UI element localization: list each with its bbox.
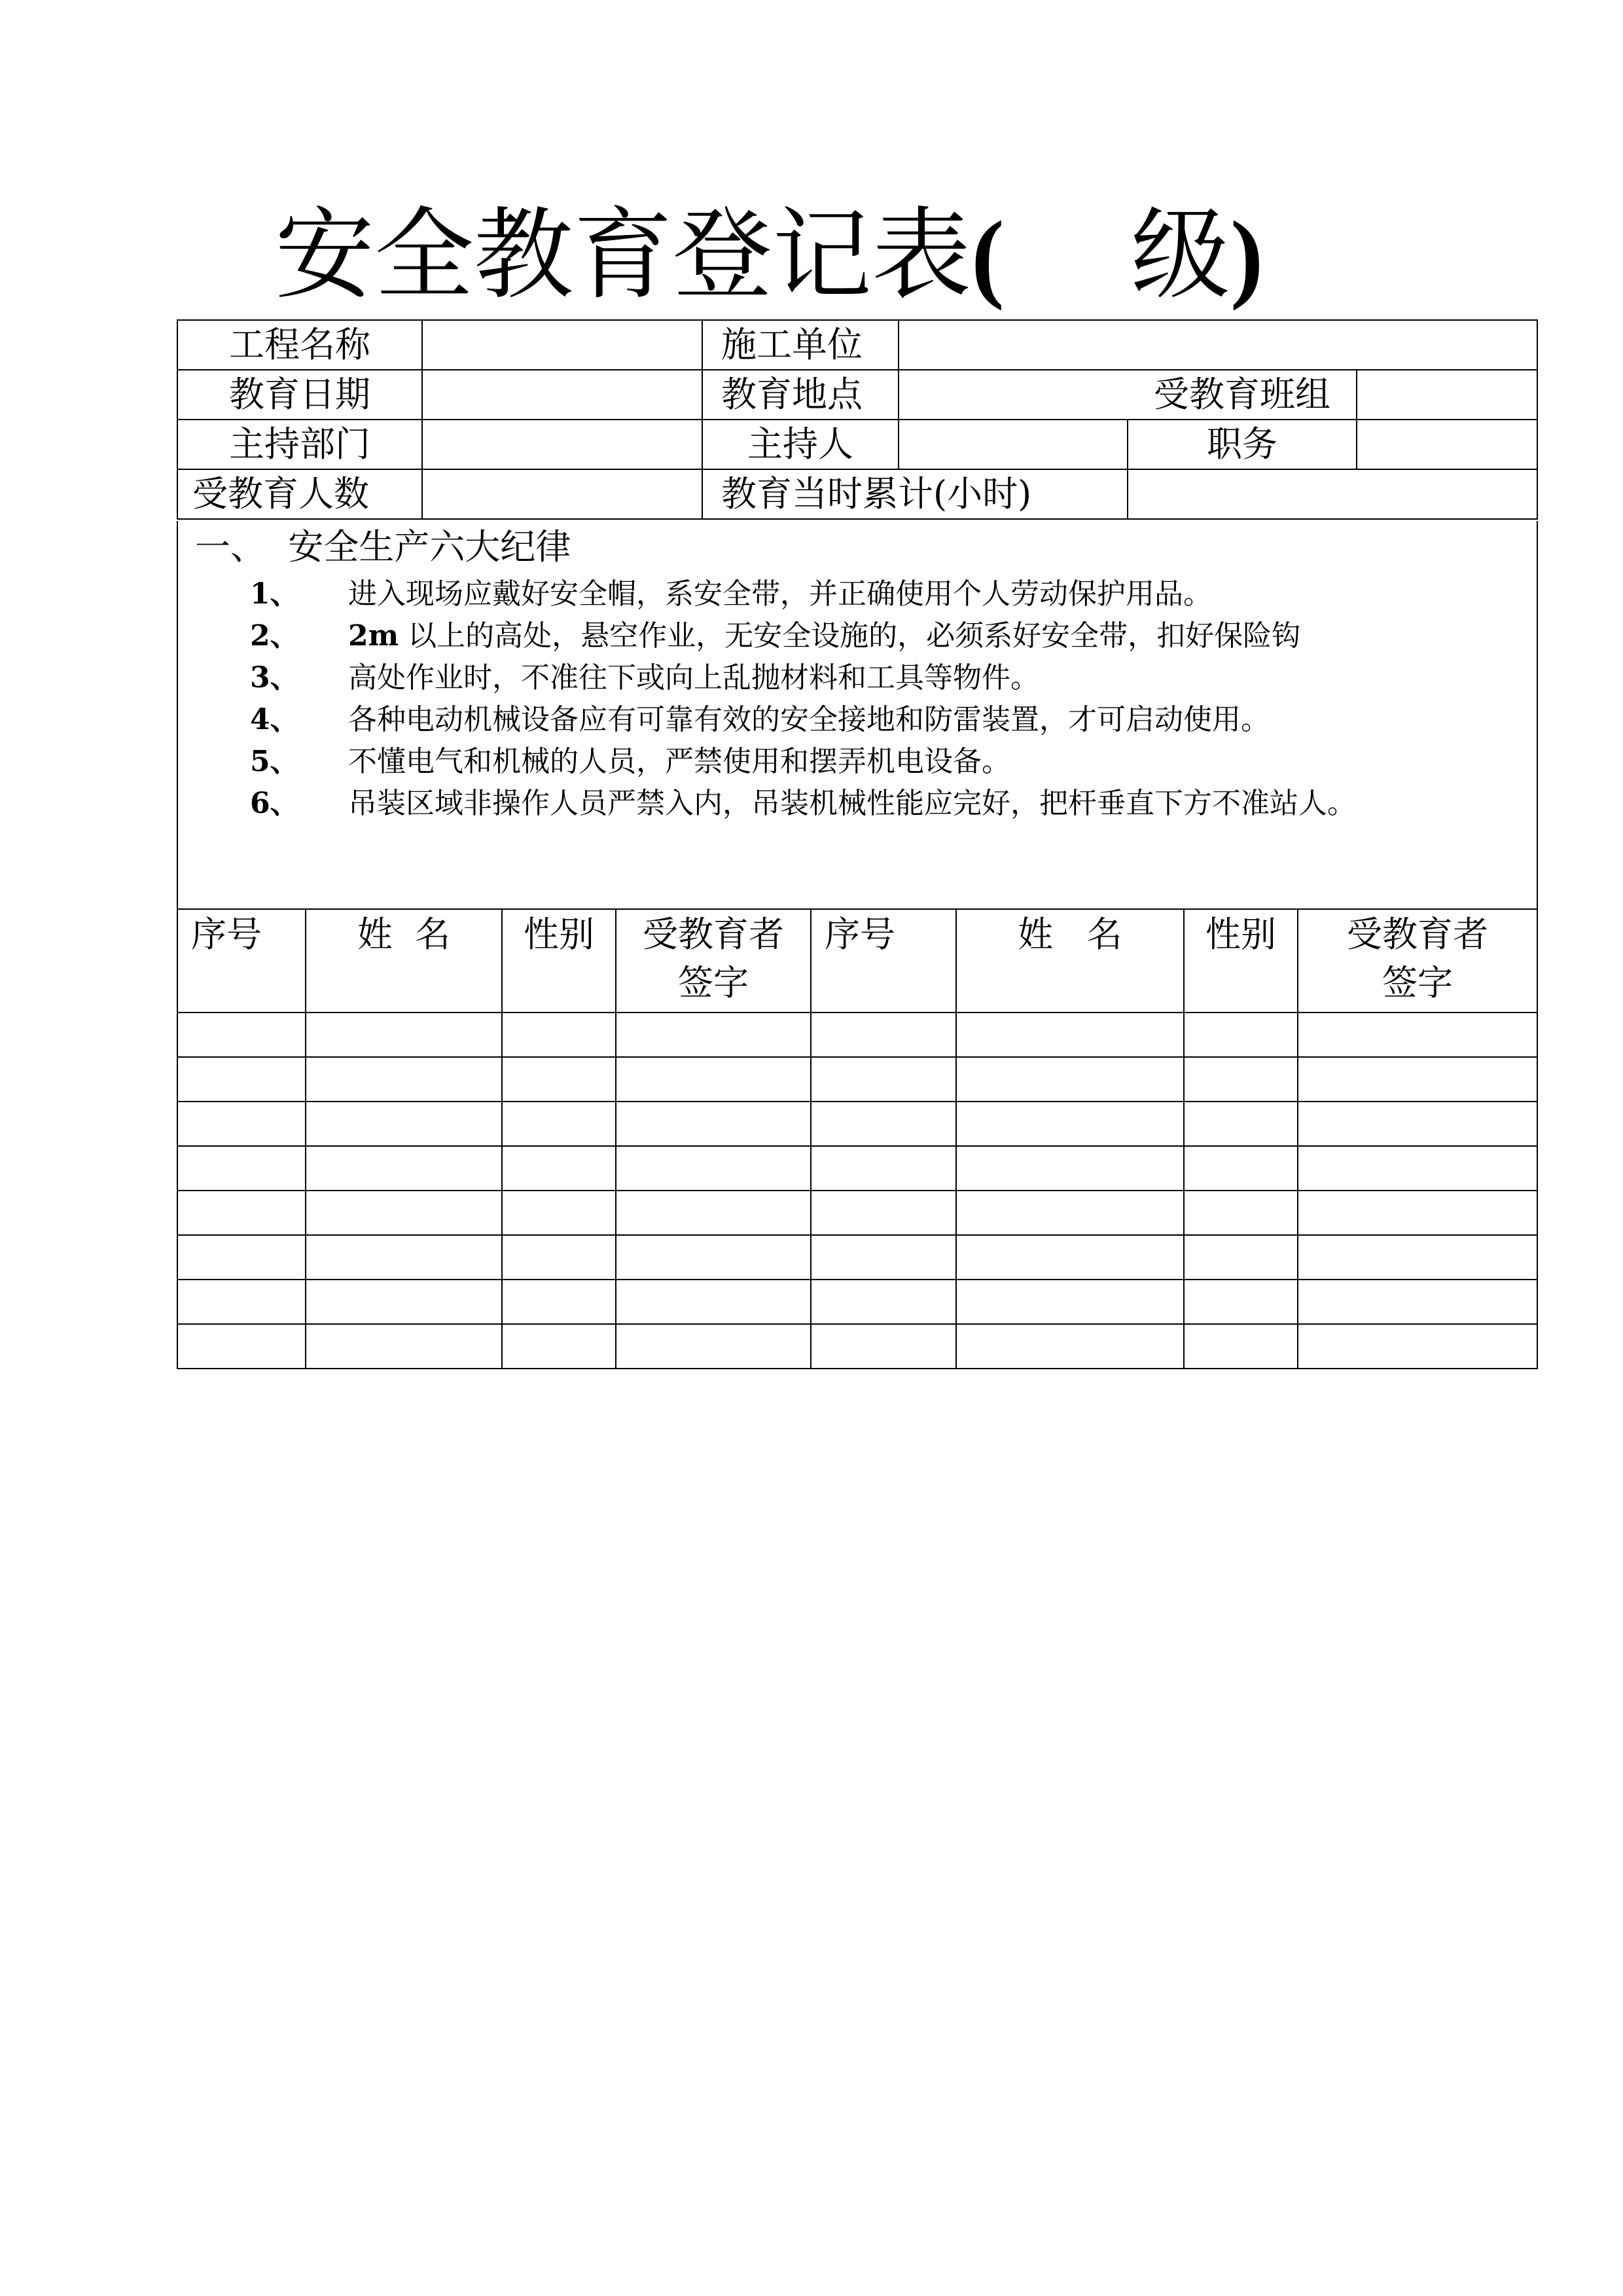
signature-cell[interactable]	[1298, 1146, 1537, 1191]
project-name-label: 工程名称	[177, 320, 422, 370]
signature-header-line1: 受教育者	[1347, 914, 1488, 955]
level-blank[interactable]	[1005, 197, 1131, 313]
signature-cell[interactable]	[616, 1102, 811, 1146]
rule-text-height: 2m	[348, 619, 399, 653]
edu-location-field[interactable]	[899, 370, 1357, 420]
gender-cell[interactable]	[502, 1280, 616, 1324]
name-cell[interactable]	[306, 1057, 502, 1102]
seq-cell[interactable]	[811, 1146, 956, 1191]
seq-header-left: 序号	[177, 909, 306, 1013]
signature-cell[interactable]	[1298, 1013, 1537, 1057]
gender-cell[interactable]	[1184, 1324, 1298, 1369]
signature-header-line1: 受教育者	[643, 914, 784, 955]
name-cell[interactable]	[306, 1102, 502, 1146]
trained-team-label: 受教育班组	[1154, 374, 1330, 415]
trainee-roster-table	[177, 908, 1538, 1369]
seq-cell[interactable]	[177, 1146, 306, 1191]
edu-location-label: 教育地点	[702, 370, 899, 420]
seq-cell[interactable]	[177, 1102, 306, 1146]
roster-row	[177, 1324, 1537, 1369]
rule-number: 5、	[250, 745, 299, 778]
gender-header-right: 性别	[1184, 909, 1298, 1013]
safety-rules-section	[177, 521, 1538, 908]
rule-text: 以上的高处，悬空作业，无安全设施的，必须系好安全带，扣好保险钩	[399, 619, 1301, 653]
name-cell[interactable]	[956, 1235, 1184, 1280]
rule-number: 1、	[250, 577, 299, 611]
form-title-main: 安全教育登记表	[275, 197, 971, 313]
rule-item	[250, 699, 1356, 741]
name-cell[interactable]	[306, 1280, 502, 1324]
seq-cell[interactable]	[177, 1280, 306, 1324]
trained-team-field[interactable]	[1357, 370, 1537, 420]
safety-rules-list	[250, 573, 1356, 825]
rule-item	[250, 657, 1356, 699]
host-dept-label: 主持部门	[177, 420, 422, 469]
seq-cell[interactable]	[811, 1013, 956, 1057]
rule-item	[250, 741, 1356, 783]
header-row-1	[177, 320, 1537, 370]
roster-row	[177, 1235, 1537, 1280]
rule-text: 吊装区域非操作人员严禁入内，吊装机械性能应完好，把杆垂直下方不准站人。	[348, 787, 1356, 820]
header-row-2	[177, 370, 1537, 420]
gender-cell[interactable]	[1184, 1191, 1298, 1235]
signature-cell[interactable]	[616, 1057, 811, 1102]
seq-header-right: 序号	[811, 909, 956, 1013]
name-cell[interactable]	[306, 1013, 502, 1057]
roster-row	[177, 1191, 1537, 1235]
roster-row	[177, 1146, 1537, 1191]
seq-cell[interactable]	[811, 1280, 956, 1324]
signature-cell[interactable]	[1298, 1102, 1537, 1146]
signature-cell[interactable]	[1298, 1235, 1537, 1280]
trainee-count-field[interactable]	[422, 469, 702, 519]
signature-cell[interactable]	[1298, 1280, 1537, 1324]
seq-cell[interactable]	[177, 1013, 306, 1057]
project-name-field[interactable]	[422, 320, 702, 370]
host-field[interactable]	[899, 420, 1128, 469]
rule-text: 进入现场应戴好安全帽，系安全带，并正确使用个人劳动保护用品。	[348, 577, 1212, 611]
header-info-table	[177, 319, 1538, 520]
rule-item	[250, 615, 1356, 657]
name-cell[interactable]	[306, 1146, 502, 1191]
name-cell[interactable]	[956, 1280, 1184, 1324]
signature-header-line2: 签字	[1382, 962, 1453, 1003]
name-header-left: 姓 名	[306, 909, 502, 1013]
signature-cell[interactable]	[616, 1324, 811, 1369]
seq-cell[interactable]	[811, 1057, 956, 1102]
gender-cell[interactable]	[502, 1235, 616, 1280]
name-cell[interactable]	[956, 1146, 1184, 1191]
signature-header-line2: 签字	[678, 962, 749, 1003]
rule-number: 3、	[250, 661, 299, 694]
rule-text: 高处作业时，不准往下或向上乱抛材料和工具等物件。	[348, 661, 1039, 694]
name-header-right: 姓 名	[956, 909, 1184, 1013]
signature-cell[interactable]	[1298, 1324, 1537, 1369]
gender-cell[interactable]	[502, 1324, 616, 1369]
edu-date-label: 教育日期	[177, 370, 422, 420]
safety-rules-heading: 一、 安全生产六大纪律	[195, 526, 571, 567]
host-label: 主持人	[702, 420, 899, 469]
roster-row	[177, 1280, 1537, 1324]
rule-text: 不懂电气和机械的人员，严禁使用和摆弄机电设备。	[348, 745, 1010, 778]
gender-cell[interactable]	[1184, 1057, 1298, 1102]
seq-cell[interactable]	[811, 1235, 956, 1280]
rule-number: 4、	[250, 703, 299, 736]
position-label: 职务	[1128, 420, 1357, 469]
host-dept-field[interactable]	[422, 420, 702, 469]
seq-cell[interactable]	[177, 1191, 306, 1235]
rule-number: 6、	[250, 787, 299, 820]
header-row-3	[177, 420, 1537, 469]
duration-field[interactable]	[1128, 469, 1537, 519]
seq-cell[interactable]	[811, 1324, 956, 1369]
rule-number: 2、	[250, 619, 299, 653]
header-row-4	[177, 469, 1537, 519]
roster-header-row	[177, 909, 1537, 1013]
name-cell[interactable]	[306, 1191, 502, 1235]
name-cell[interactable]	[306, 1324, 502, 1369]
signature-cell[interactable]	[616, 1280, 811, 1324]
signature-cell[interactable]	[1298, 1057, 1537, 1102]
rule-item	[250, 573, 1356, 615]
gender-cell[interactable]	[502, 1146, 616, 1191]
contractor-field[interactable]	[899, 320, 1537, 370]
position-field[interactable]	[1357, 420, 1537, 469]
name-cell[interactable]	[956, 1191, 1184, 1235]
gender-cell[interactable]	[1184, 1280, 1298, 1324]
contractor-label: 施工单位	[702, 320, 899, 370]
signature-cell[interactable]	[616, 1146, 811, 1191]
gender-cell[interactable]	[502, 1191, 616, 1235]
signature-cell[interactable]	[616, 1013, 811, 1057]
gender-cell[interactable]	[502, 1013, 616, 1057]
seq-cell[interactable]	[811, 1102, 956, 1146]
seq-cell[interactable]	[177, 1235, 306, 1280]
gender-cell[interactable]	[1184, 1235, 1298, 1280]
gender-cell[interactable]	[502, 1057, 616, 1102]
edu-date-field[interactable]	[422, 370, 702, 420]
title-open-paren: (	[971, 201, 1005, 311]
trainee-count-label: 受教育人数	[177, 469, 422, 519]
signature-cell[interactable]	[616, 1235, 811, 1280]
signature-cell[interactable]	[616, 1191, 811, 1235]
gender-cell[interactable]	[502, 1102, 616, 1146]
seq-cell[interactable]	[177, 1057, 306, 1102]
duration-label: 教育当时累计(小时)	[702, 469, 1128, 519]
rule-item	[250, 783, 1356, 825]
signature-cell[interactable]	[1298, 1191, 1537, 1235]
seq-cell[interactable]	[177, 1324, 306, 1369]
name-cell[interactable]	[956, 1013, 1184, 1057]
roster-row	[177, 1013, 1537, 1057]
title-level-word: 级	[1130, 197, 1230, 313]
title-close-paren: )	[1230, 201, 1264, 311]
gender-cell[interactable]	[1184, 1013, 1298, 1057]
gender-cell[interactable]	[1184, 1146, 1298, 1191]
roster-row	[177, 1102, 1537, 1146]
signature-header-left	[616, 909, 811, 1013]
form-title	[275, 196, 1264, 315]
gender-header-left: 性别	[502, 909, 616, 1013]
name-cell[interactable]	[956, 1102, 1184, 1146]
name-cell[interactable]	[956, 1324, 1184, 1369]
name-cell[interactable]	[956, 1057, 1184, 1102]
rule-text: 各种电动机械设备应有可靠有效的安全接地和防雷装置，才可启动使用。	[348, 703, 1270, 736]
name-cell[interactable]	[306, 1235, 502, 1280]
gender-cell[interactable]	[1184, 1102, 1298, 1146]
roster-row	[177, 1057, 1537, 1102]
signature-header-right	[1298, 909, 1537, 1013]
seq-cell[interactable]	[811, 1191, 956, 1235]
